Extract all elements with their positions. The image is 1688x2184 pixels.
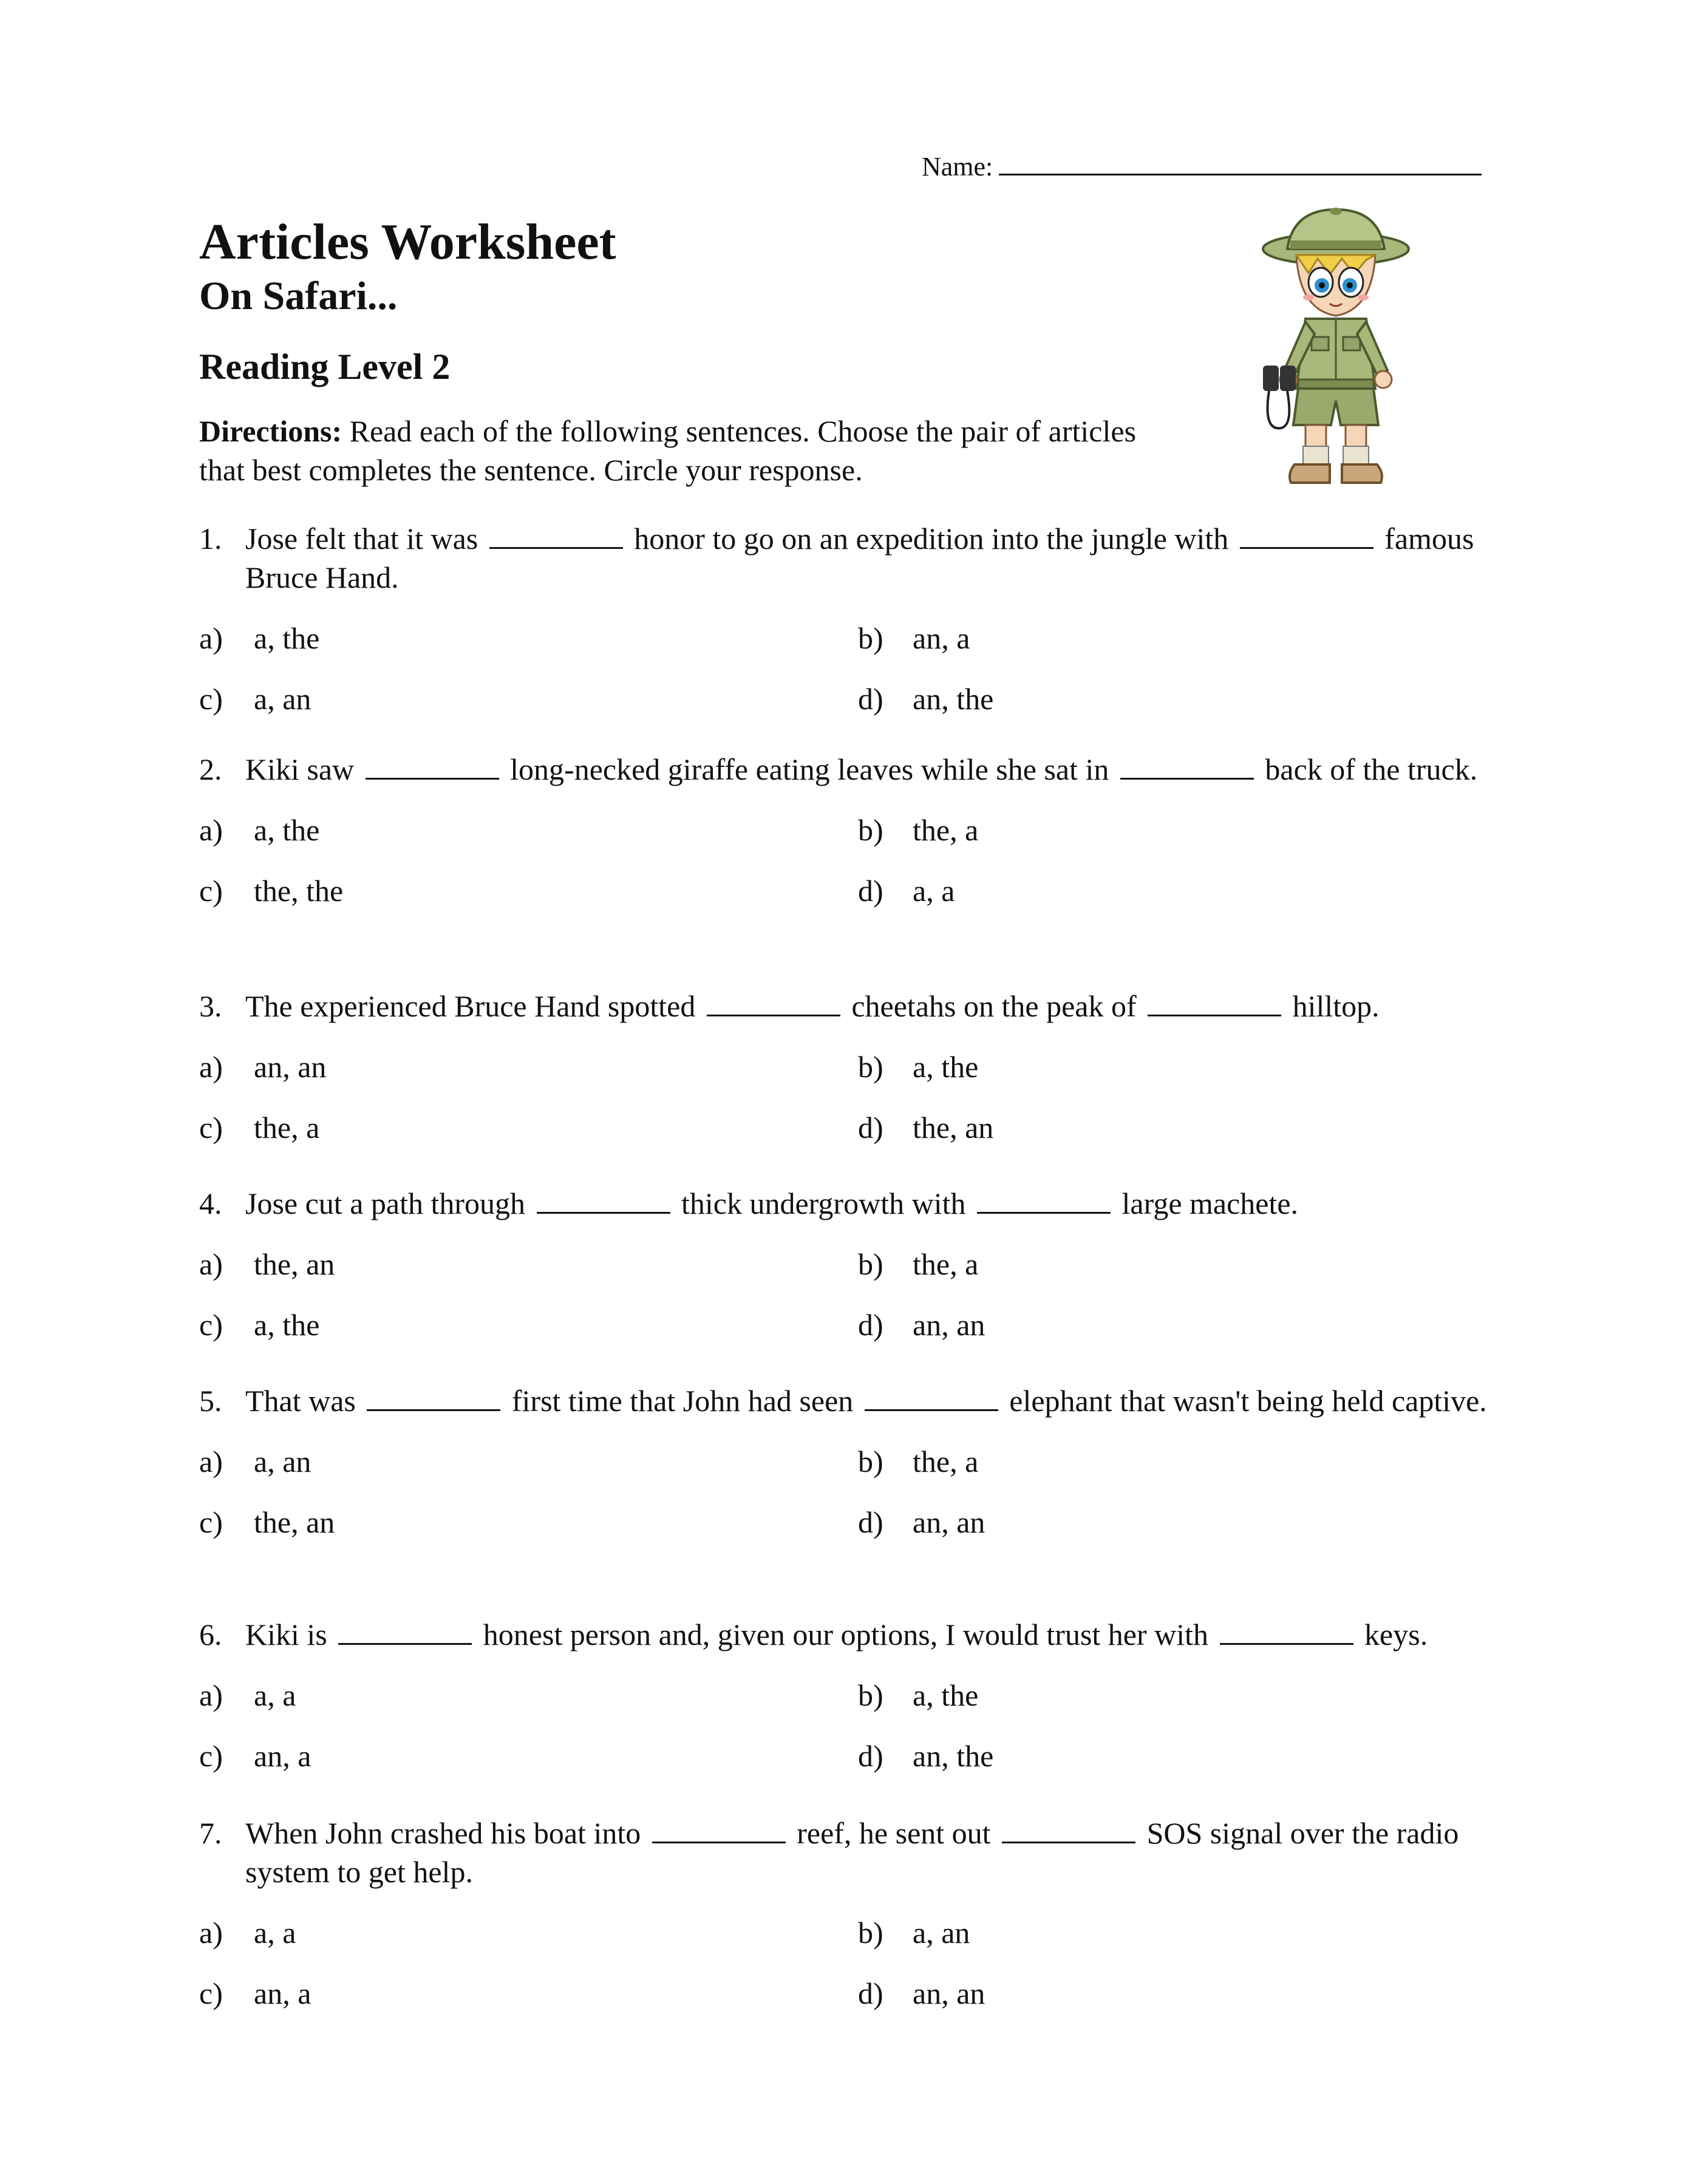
question-text-part: Jose felt that it was xyxy=(245,522,478,556)
option-letter: b) xyxy=(858,1916,883,1950)
option-text: an, an xyxy=(913,1505,985,1539)
question-text-part: honest person and, given our options, I would trust her with xyxy=(483,1618,1209,1652)
question-text-part: thick undergrowth with xyxy=(681,1186,966,1220)
option-letter: b) xyxy=(858,813,883,847)
answer-option[interactable] xyxy=(858,1726,1499,1786)
question-1 xyxy=(199,519,1499,729)
option-text: the, a xyxy=(913,1247,979,1281)
answer-blank[interactable] xyxy=(367,1383,500,1411)
answer-option[interactable] xyxy=(199,1234,858,1294)
option-text: a, the xyxy=(254,813,320,847)
question-text-part: back of the truck. xyxy=(1265,752,1478,786)
answer-option[interactable] xyxy=(199,668,858,729)
answer-option[interactable] xyxy=(858,800,1499,860)
answer-option[interactable] xyxy=(199,1431,858,1492)
option-text: an, a xyxy=(254,1739,311,1773)
option-text: a, the xyxy=(913,1050,979,1084)
option-letter: c) xyxy=(199,1505,223,1539)
answer-option[interactable] xyxy=(199,1726,858,1786)
option-text: a, the xyxy=(913,1678,979,1712)
option-letter: a) xyxy=(199,1444,223,1478)
option-text: an, an xyxy=(254,1050,327,1084)
option-text: the, a xyxy=(913,1444,979,1478)
question-4 xyxy=(199,1184,1499,1355)
option-letter: a) xyxy=(199,1678,223,1712)
question-text xyxy=(199,1615,1499,1654)
option-letter: d) xyxy=(858,1505,883,1539)
question-7 xyxy=(199,1814,1499,2024)
worksheet-subtitle: On Safari... xyxy=(199,274,398,318)
question-text-part: elephant that wasn't being held captive. xyxy=(1009,1384,1487,1418)
option-text: a, an xyxy=(913,1916,970,1950)
option-text: a, the xyxy=(254,1308,320,1342)
option-text: a, a xyxy=(913,874,955,908)
name-label: Name: xyxy=(922,152,993,182)
option-letter: d) xyxy=(858,1976,883,2010)
option-letter: b) xyxy=(858,1678,883,1712)
answer-option[interactable] xyxy=(858,668,1499,729)
question-text-part: The experienced Bruce Hand spotted xyxy=(245,989,696,1023)
answer-option[interactable] xyxy=(199,1492,858,1553)
option-letter: d) xyxy=(858,874,883,908)
question-text-part: large machete. xyxy=(1121,1186,1299,1220)
option-text: a, an xyxy=(254,682,311,716)
answer-option[interactable] xyxy=(858,1492,1499,1553)
question-text-part: long-necked giraffe eating leaves while she sat in xyxy=(510,752,1109,786)
answer-blank[interactable] xyxy=(338,1616,472,1645)
answer-option[interactable] xyxy=(199,860,858,921)
option-text: an, an xyxy=(913,1976,985,2010)
answer-blank[interactable] xyxy=(707,988,840,1016)
option-letter: c) xyxy=(199,1739,223,1773)
question-number: 2. xyxy=(199,752,222,786)
question-6 xyxy=(199,1615,1499,1786)
question-number: 7. xyxy=(199,1816,222,1850)
question-text-part: Jose cut a path through xyxy=(245,1186,526,1220)
answer-option[interactable] xyxy=(858,1963,1499,2024)
question-text-part: reef, he sent out xyxy=(797,1816,991,1850)
question-text-part: When John crashed his boat into xyxy=(245,1816,641,1850)
answer-option[interactable] xyxy=(858,1097,1499,1158)
answer-option[interactable] xyxy=(858,1431,1499,1492)
option-text: the, an xyxy=(913,1111,994,1145)
answer-option[interactable] xyxy=(199,1665,858,1726)
option-letter: c) xyxy=(199,874,223,908)
question-text xyxy=(199,1184,1499,1223)
option-letter: a) xyxy=(199,1050,223,1084)
question-text-part: Kiki saw xyxy=(245,752,355,786)
answer-option[interactable] xyxy=(858,860,1499,921)
option-letter: c) xyxy=(199,1111,223,1145)
answer-options xyxy=(199,1234,1499,1355)
question-text xyxy=(199,750,1499,789)
option-text: a, a xyxy=(254,1678,296,1712)
name-blank[interactable] xyxy=(999,149,1482,175)
option-letter: b) xyxy=(858,1247,883,1281)
option-text: an, an xyxy=(913,1308,985,1342)
worksheet-title: Articles Worksheet xyxy=(199,214,616,270)
option-letter: d) xyxy=(858,682,883,716)
name-field xyxy=(922,149,1482,182)
answer-options xyxy=(199,800,1499,921)
question-number: 5. xyxy=(199,1384,222,1418)
option-text: an, a xyxy=(913,621,970,655)
option-text: the, a xyxy=(913,813,979,847)
safari-kid-illustration xyxy=(1245,206,1421,498)
option-letter: b) xyxy=(858,621,883,655)
directions-label: Directions: xyxy=(199,414,342,448)
question-text-part: That was xyxy=(245,1384,356,1418)
option-letter: d) xyxy=(858,1111,883,1145)
answer-option[interactable] xyxy=(858,1902,1499,1963)
question-2 xyxy=(199,750,1499,921)
option-letter: a) xyxy=(199,1247,223,1281)
option-text: the, the xyxy=(254,874,344,908)
question-text-part: hilltop. xyxy=(1292,989,1380,1023)
question-text-part: SOS signal over the radio system to get help. xyxy=(245,1816,1459,1889)
option-text: an, the xyxy=(913,682,994,716)
question-text-part: honor to go on an expedition into the jungle with xyxy=(634,522,1229,556)
question-number: 4. xyxy=(199,1186,222,1220)
answer-option[interactable] xyxy=(858,1234,1499,1294)
answer-option[interactable] xyxy=(199,1294,858,1355)
option-text: an, the xyxy=(913,1739,994,1773)
option-text: a, a xyxy=(254,1916,296,1950)
question-number: 3. xyxy=(199,989,222,1023)
option-text: a, the xyxy=(254,621,320,655)
answer-options xyxy=(199,1036,1499,1158)
option-letter: c) xyxy=(199,1976,223,2010)
answer-blank[interactable] xyxy=(1120,751,1254,780)
answer-blank[interactable] xyxy=(1148,988,1281,1016)
question-text xyxy=(199,987,1499,1026)
option-text: the, an xyxy=(254,1505,335,1539)
answer-option[interactable] xyxy=(199,608,858,668)
question-text xyxy=(199,1381,1499,1420)
question-text xyxy=(199,519,1499,597)
option-letter: c) xyxy=(199,682,223,716)
answer-options xyxy=(199,1431,1499,1553)
directions xyxy=(199,412,1171,489)
question-text-part: keys. xyxy=(1364,1618,1428,1652)
reading-level: Reading Level 2 xyxy=(199,347,451,387)
question-number: 1. xyxy=(199,522,222,556)
question-5 xyxy=(199,1381,1499,1553)
answer-option[interactable] xyxy=(858,1665,1499,1726)
answer-option[interactable] xyxy=(858,1036,1499,1097)
answer-blank[interactable] xyxy=(1240,520,1373,549)
option-letter: a) xyxy=(199,813,223,847)
option-letter: c) xyxy=(199,1308,223,1342)
question-text-part: Kiki is xyxy=(245,1618,327,1652)
answer-blank[interactable] xyxy=(1220,1616,1353,1645)
option-letter: a) xyxy=(199,621,223,655)
question-text-part: famous Bruce Hand. xyxy=(245,522,1474,594)
answer-option[interactable] xyxy=(858,1294,1499,1355)
answer-option[interactable] xyxy=(199,1963,858,2024)
answer-option[interactable] xyxy=(199,800,858,860)
option-letter: b) xyxy=(858,1444,883,1478)
question-text xyxy=(199,1814,1499,1891)
option-letter: a) xyxy=(199,1916,223,1950)
option-text: an, a xyxy=(254,1976,311,2010)
answer-blank[interactable] xyxy=(977,1185,1111,1214)
answer-blank[interactable] xyxy=(489,520,623,549)
answer-blank[interactable] xyxy=(652,1815,786,1843)
answer-options xyxy=(199,608,1499,729)
option-text: the, an xyxy=(254,1247,335,1281)
option-letter: d) xyxy=(858,1739,883,1773)
answer-blank[interactable] xyxy=(1002,1815,1135,1843)
answer-option[interactable] xyxy=(199,1097,858,1158)
answer-blank[interactable] xyxy=(537,1185,670,1214)
question-text-part: first time that John had seen xyxy=(511,1384,854,1418)
question-3 xyxy=(199,987,1499,1158)
answer-option[interactable] xyxy=(858,608,1499,668)
answer-blank[interactable] xyxy=(366,751,499,780)
option-text: a, an xyxy=(254,1444,311,1478)
option-text: the, a xyxy=(254,1111,320,1145)
answer-option[interactable] xyxy=(199,1902,858,1963)
answer-options xyxy=(199,1665,1499,1786)
option-letter: b) xyxy=(858,1050,883,1084)
option-letter: d) xyxy=(858,1308,883,1342)
answer-option[interactable] xyxy=(199,1036,858,1097)
question-number: 6. xyxy=(199,1618,222,1652)
answer-blank[interactable] xyxy=(865,1383,998,1411)
question-text-part: cheetahs on the peak of xyxy=(851,989,1137,1023)
directions-text: Read each of the following sentences. Choose the pair of articles that best completes the sentence. Circle your response. xyxy=(199,414,1137,487)
answer-options xyxy=(199,1902,1499,2024)
